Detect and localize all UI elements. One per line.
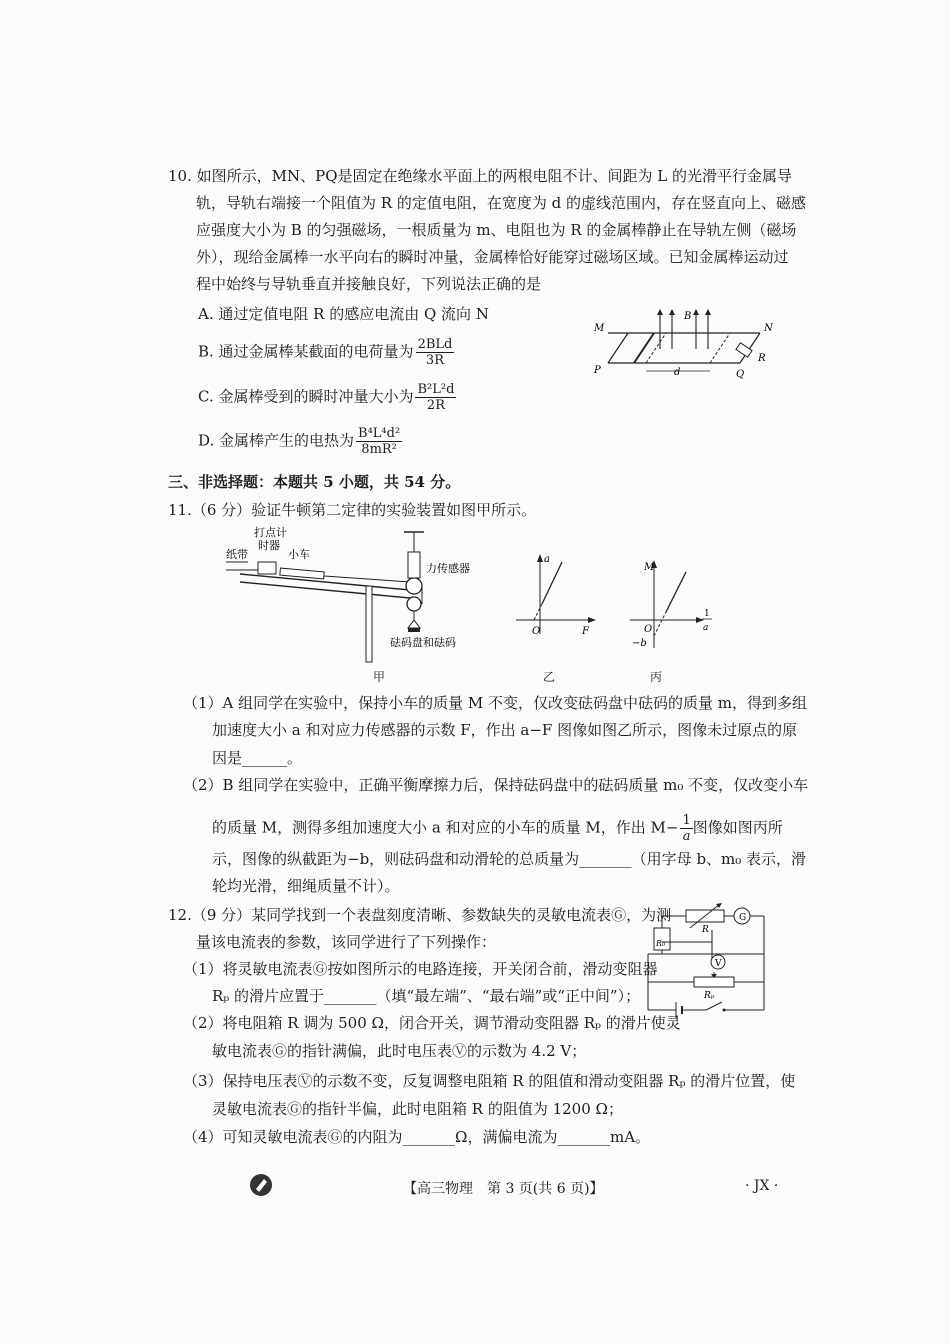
q12-label-rp: Rₚ — [704, 991, 715, 1001]
q11-caption-jia: 甲 — [373, 670, 386, 684]
q10-option-d-text: D. 金属棒产生的电热为 — [198, 431, 355, 450]
q11-graph-bing — [624, 556, 720, 652]
q12-line-4: Rₚ 的滑片应置于_______（填“最左端”、“最右端”或“正中间”）； — [212, 987, 641, 1005]
q10-option-b — [198, 337, 454, 368]
q10-option-b-frac — [416, 337, 455, 368]
q11-part1-line-1: （1）A 组同学在实验中，保持小车的质量 M 不变，仅改变砝码盘中砝码的质量 m，得到多组 — [183, 694, 808, 712]
q11-part1-line-2: 加速度大小 a 和对应力传感器的示数 F，作出 a−F 图像如图乙所示，图像未过原点的原 — [212, 721, 798, 739]
q12-part4: （4）可知灵敏电流表Ⓖ的内阻为_______Ω，满偏电流为_______mA。 — [183, 1128, 651, 1146]
q10-rail-figure — [590, 305, 780, 385]
q10-line-3: 应强度大小为 B 的匀强磁场，一根质量为 m、电阻也为 R 的金属棒静止在导轨左侧（磁场 — [196, 221, 797, 239]
q10-option-c-den: 2R — [426, 398, 445, 413]
q11-apparatus-figure — [222, 524, 472, 664]
q10-line-1: 10. 如图所示，MN、PQ是固定在绝缘水平面上的两根电阻不计、间距为 L 的光滑平行金属导 — [168, 167, 792, 185]
q11-caption-yi: 乙 — [543, 670, 556, 684]
q10-option-d-frac — [356, 426, 402, 457]
q10-option-c — [198, 382, 456, 413]
q11-graph-yi — [510, 548, 600, 644]
q10-line-2: 轨，导轨右端接一个阻值为 R 的定值电阻，在宽度为 d 的虚线范围内，存在竖直向上、磁感 — [196, 194, 806, 212]
q11-yi-axis-f: F — [582, 626, 589, 637]
q11-yi-axis-a: a — [544, 554, 550, 565]
q12-line-3: （1）将灵敏电流表Ⓖ按如图所示的电路连接，开关闭合前，滑动变阻器 — [183, 960, 658, 978]
q11-yi-origin: O — [532, 626, 541, 637]
q10-option-b-text: B. 通过金属棒某截面的电荷量为 — [198, 342, 414, 361]
q11-part2-line-2-a: 的质量 M，测得多组加速度大小 a 和对应的小车的质量 M，作出 M− — [212, 818, 679, 837]
q10-label-p: P — [594, 365, 601, 376]
q11-part2-line-3: 示，图像的纵截距为−b，则砝码盘和动滑轮的总质量为_______（用字母 b、m₀ 表示，滑 — [212, 850, 807, 868]
q11-part2-frac — [680, 813, 692, 844]
q12-part3-line-2: 灵敏电流表Ⓖ的指针半偏，此时电阻箱 R 的阻值为 1200 Ω； — [212, 1100, 623, 1118]
section-3-heading: 三、非选择题：本题共 5 小题，共 54 分。 — [168, 473, 461, 491]
q10-option-c-text: C. 金属棒受到的瞬时冲量大小为 — [198, 387, 414, 406]
q12-line-6: 敏电流表Ⓖ的指针满偏，此时电压表Ⓥ的示数为 4.2 V； — [212, 1042, 587, 1060]
q12-line-1: 12.（9 分）某同学找到一个表盘刻度清晰、参数缺失的灵敏电流表Ⓖ，为测 — [168, 906, 672, 924]
q12-galvanometer-icon: G — [739, 913, 747, 923]
q12-label-r: R — [702, 925, 709, 935]
q12-voltmeter-icon: V — [715, 959, 722, 969]
q12-line-2: 量该电流表的参数，该同学进行了下列操作： — [196, 933, 497, 951]
q10-label-d: d — [674, 367, 681, 378]
q10-option-a: A. 通过定值电阻 R 的感应电流由 Q 流向 N — [198, 305, 489, 323]
q10-option-c-frac — [415, 382, 456, 413]
q11-bing-axis-num: 1 — [704, 609, 710, 619]
q10-option-d-num: B⁴L⁴d² — [358, 426, 401, 441]
q11-title: 11.（6 分）验证牛顿第二定律的实验装置如图甲所示。 — [168, 501, 537, 519]
q11-bing-intercept: −b — [632, 638, 647, 649]
q11-label-weights: 砝码盘和砝码 — [390, 636, 456, 649]
q10-option-c-num: B²L²d — [417, 382, 455, 397]
q11-label-timer-2: 时器 — [258, 539, 280, 552]
q10-label-q: Q — [736, 369, 745, 380]
q10-label-r: R — [758, 353, 766, 364]
q10-line-4: 外），现给金属棒一水平向右的瞬时冲量，金属棒恰好能穿过磁场区域。已知金属棒运动过 — [196, 248, 789, 266]
q11-part2-line-2-b: 图像如图丙所 — [692, 818, 783, 837]
footer-code: · JX · — [745, 1178, 779, 1194]
q10-option-b-num: 2BLd — [417, 337, 453, 352]
q11-part2-line-2 — [212, 813, 783, 844]
q12-part3-line-1: （3）保持电压表Ⓥ的示数不变，反复调整电阻箱 R 的阻值和滑动变阻器 Rₚ 的滑片位置，使 — [183, 1072, 796, 1090]
q10-label-n: N — [764, 323, 773, 334]
q11-bing-origin: O — [644, 624, 653, 635]
q12-label-r0: R₀ — [656, 939, 666, 948]
q10-option-b-den: 3R — [425, 353, 444, 368]
q11-part2-frac-den: a — [682, 829, 691, 844]
q10-label-b: B — [684, 311, 692, 322]
q11-part1-line-3: 因是______。 — [212, 749, 303, 767]
footer-page-info: 【高三物理 第 3 页(共 6 页)】 — [403, 1181, 604, 1197]
q11-label-sensor: 力传感器 — [426, 562, 470, 575]
q11-part2-line-4: 轮均光滑，细绳质量不计）。 — [212, 877, 400, 895]
q10-line-5: 程中始终与导轨垂直并接触良好，下列说法正确的是 — [196, 275, 542, 293]
q11-bing-axis-m: M — [644, 562, 655, 573]
q12-circuit-figure — [642, 902, 772, 1026]
q11-label-cart: 小车 — [288, 548, 310, 561]
q11-label-paper-tape: 纸带 — [226, 548, 248, 561]
q10-option-d-den: 8mR² — [361, 442, 397, 457]
q10-label-m: M — [594, 323, 605, 334]
q11-bing-axis-den: a — [703, 623, 709, 633]
logo-icon — [248, 1172, 274, 1198]
q11-label-timer-1: 打点计 — [254, 526, 287, 539]
q12-line-5: （2）将电阻箱 R 调为 500 Ω，闭合开关，调节滑动变阻器 Rₚ 的滑片使灵 — [183, 1014, 681, 1032]
q10-option-d — [198, 426, 402, 457]
q11-part2-frac-num: 1 — [682, 813, 691, 828]
q11-caption-bing: 丙 — [650, 670, 663, 684]
q11-part2-line-1: （2）B 组同学在实验中，正确平衡摩擦力后，保持砝码盘中的砝码质量 m₀ 不变，仅改变小车 — [183, 776, 809, 794]
